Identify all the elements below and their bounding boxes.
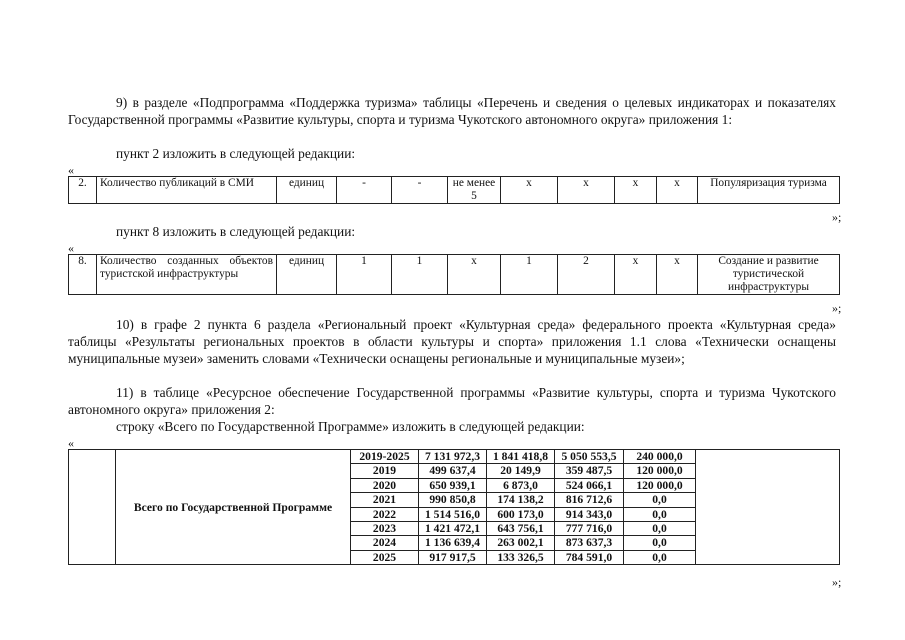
cell-federal: 133 326,5 [487,550,555,564]
cell-regional: 524 066,1 [555,478,624,492]
cell-period: 2021 [351,493,419,507]
paragraph-9: 9) в разделе «Подпрограмма «Поддержка туризма» таблицы «Перечень и сведения о целевых индикаторах и показателях Государственной программы «Развитие культуры, спорта и туризма Чукотского автономного округа» приложения 1: [68,95,836,127]
table-row [69,450,840,464]
cell-value: х [615,177,657,204]
cell-federal: 174 138,2 [487,493,555,507]
cell-total: 1 136 639,4 [419,536,487,550]
cell-value: - [392,177,448,204]
paragraph-11-line: строку «Всего по Государственной Программе» изложить в следующей редакции: [116,419,585,434]
cell-number: 2. [69,177,97,204]
cell-other: 0,0 [624,493,696,507]
cell-value: х [657,255,698,295]
cell-regional: 777 716,0 [555,522,624,536]
cell-period: 2024 [351,536,419,550]
cell-other: 0,0 [624,550,696,564]
cell-regional: 5 050 553,5 [555,450,624,464]
cell-other: 0,0 [624,522,696,536]
close-quote: »; [832,301,842,315]
cell-other: 120 000,0 [624,478,696,492]
cell-total: 990 850,8 [419,493,487,507]
empty-cell [696,450,840,565]
cell-other: 0,0 [624,507,696,521]
table-row [69,177,840,204]
cell-regional: 359 487,5 [555,464,624,478]
cell-period: 2019-2025 [351,450,419,464]
cell-period: 2025 [351,550,419,564]
paragraph-9-point-2: пункт 2 изложить в следующей редакции: [116,146,356,161]
cell-value: х [448,255,501,295]
cell-unit: единиц [277,255,337,295]
cell-federal: 600 173,0 [487,507,555,521]
cell-period: 2020 [351,478,419,492]
cell-total: 7 131 972,3 [419,450,487,464]
cell-value: не менее 5 [448,177,501,204]
cell-total: 1 514 516,0 [419,507,487,521]
cell-regional: 816 712,6 [555,493,624,507]
table-row [69,255,840,295]
cell-federal: 1 841 418,8 [487,450,555,464]
resource-table-total [68,449,840,565]
cell-federal: 20 149,9 [487,464,555,478]
indicator-table-row-8 [68,254,840,295]
close-quote: »; [832,210,842,224]
empty-cell [69,450,116,565]
row-label: Всего по Государственной Программе [116,450,351,565]
cell-total: 917 917,5 [419,550,487,564]
cell-federal: 643 756,1 [487,522,555,536]
cell-regional: 873 637,3 [555,536,624,550]
cell-total: 1 421 472,1 [419,522,487,536]
cell-period: 2022 [351,507,419,521]
cell-total: 650 939,1 [419,478,487,492]
paragraph-10: 10) в графе 2 пункта 6 раздела «Региональный проект «Культурная среда» федерального проекта «Культурная среда» таблицы «Результаты региональных проектов в области культуры и спорта» приложения 1.1 слова «Технически оснащены муниципальные музеи» заменить словами «Технически оснащены региональные и муниципальные музеи»; [68,317,836,366]
cell-value: 2 [558,255,615,295]
cell-indicator-name: Количество публикаций в СМИ [97,177,277,204]
cell-other: 0,0 [624,536,696,550]
paragraph-11: 11) в таблице «Ресурсное обеспечение Государственной программы «Развитие культуры, спорта и туризма Чукотского автономного округа» приложения 2: [68,385,836,417]
cell-purpose: Популяризация туризма [698,177,840,204]
cell-period: 2023 [351,522,419,536]
close-quote: »; [832,575,842,589]
open-quote: « [68,241,74,255]
cell-period: 2019 [351,464,419,478]
cell-regional: 914 343,0 [555,507,624,521]
cell-total: 499 637,4 [419,464,487,478]
cell-federal: 263 002,1 [487,536,555,550]
cell-purpose: Создание и развитие туристической инфраструктуры [698,255,840,295]
cell-value: - [337,177,392,204]
cell-value: х [615,255,657,295]
cell-value: 1 [392,255,448,295]
cell-other: 120 000,0 [624,464,696,478]
cell-number: 8. [69,255,97,295]
cell-value: 1 [501,255,558,295]
cell-federal: 6 873,0 [487,478,555,492]
cell-value: х [558,177,615,204]
paragraph-9-point-8: пункт 8 изложить в следующей редакции: [116,224,356,239]
open-quote: « [68,436,74,450]
cell-other: 240 000,0 [624,450,696,464]
cell-value: х [657,177,698,204]
open-quote: « [68,163,74,177]
cell-value: 1 [337,255,392,295]
cell-unit: единиц [277,177,337,204]
cell-indicator-name: Количество созданных объектов туристской инфраструктуры [97,255,277,295]
cell-value: х [501,177,558,204]
cell-regional: 784 591,0 [555,550,624,564]
indicator-table-row-2 [68,176,840,204]
